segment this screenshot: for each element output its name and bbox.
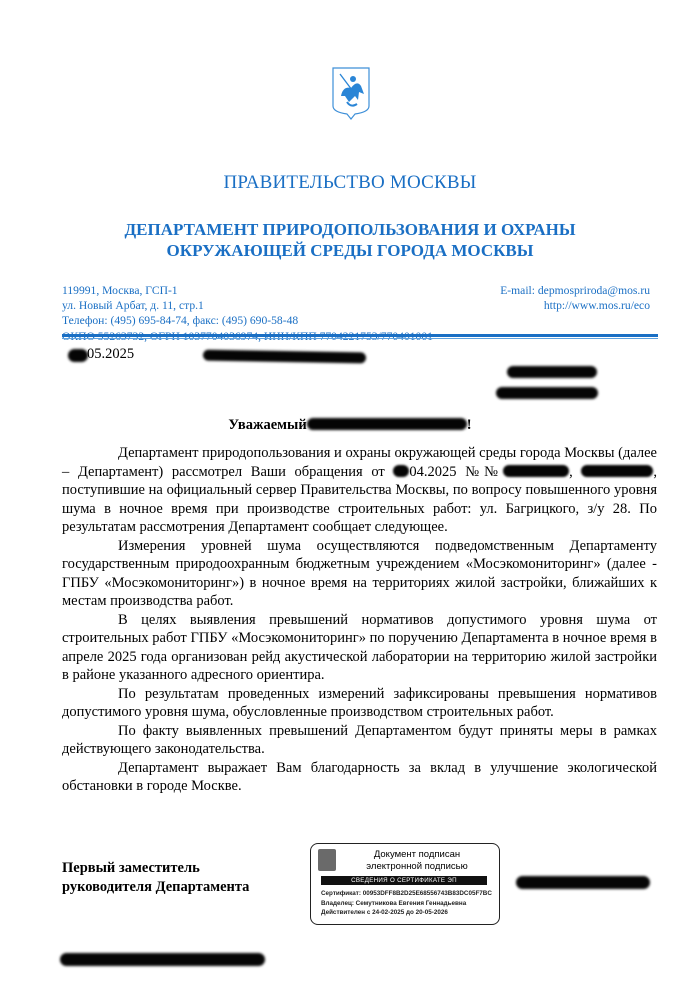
address-line: ул. Новый Арбат, д. 11, стр.1 (62, 299, 204, 313)
contact-block (500, 283, 650, 313)
government-title: ПРАВИТЕЛЬСТВО МОСКВЫ (223, 172, 477, 193)
redacted-executor (60, 953, 265, 966)
signer-position: Первый заместитель руководителя Департамента (62, 860, 250, 895)
greeting (0, 417, 700, 434)
redacted-recipient (307, 418, 467, 430)
address-line: 119991, Москва, ГСП-1 (62, 284, 178, 297)
redacted-recipient-address (496, 387, 598, 399)
greeting-suffix: ! (466, 417, 472, 433)
paragraph-4: По результатам проведенных измерений зафиксированы превышения нормативов допустимого уровня шума, обусловленные производством строительных работ. (62, 685, 657, 720)
paragraph-5: По факту выявленных превышений Департаментом будут приняты меры в рамках действующего законодательства. (62, 722, 657, 757)
moscow-coat-of-arms-icon (331, 66, 371, 120)
paragraph-1: Департамент природопользования и охраны окружающей среды города Москвы (далее – Департамент) рассмотрел Ваши обращения от 04.2025 №№ , , поступившие на официальный сервер Правительства Москвы, по вопросу повышенного уровня шума в ночное время при производстве строительных работ: ул. Багрицкого, з/у 28. По результатам рассмотрения Департамент сообщает следующее. (62, 445, 658, 535)
esig-owner: Владелец: Семутникова Евгения Геннадьевна (321, 899, 467, 907)
letter-date: 05.2025 (87, 346, 135, 362)
redacted-appeal-number (503, 465, 569, 477)
electronic-signature-stamp (310, 843, 500, 925)
header-divider (62, 334, 658, 337)
greeting-prefix: Уважаемый (228, 417, 307, 433)
esig-details (321, 889, 492, 918)
redacted-signer-name (516, 876, 650, 889)
redacted-appeal-number-2 (581, 465, 653, 477)
redacted-recipient-name (507, 366, 597, 378)
redacted-date-day (68, 349, 88, 362)
moscow-crest-icon (318, 849, 336, 871)
esig-certificate: Сертификат: 00953DFF8B2D25E68556743B83DC05F7BC (321, 890, 492, 897)
esig-certificate-header: СВЕДЕНИЯ О СЕРТИФИКАТЕ ЭП (321, 876, 487, 885)
phone-line: Телефон: (495) 695-84-74, факс: (495) 690-58-48 (62, 314, 299, 328)
paragraph-6: Департамент выражает Вам благодарность за вклад в улучшение экологической обстановки в городе Москве. (62, 759, 657, 794)
website-link[interactable]: http://www.mos.ru/eco (543, 299, 650, 313)
redacted-reference-number (203, 350, 366, 364)
letter-body (62, 444, 657, 796)
department-title (0, 219, 700, 261)
esig-validity: Действителен с 24-02-2025 до 20-05-2026 (321, 909, 448, 916)
email-link[interactable]: E-mail: depmospriroda@mos.ru (500, 284, 650, 297)
department-title-line1: ДЕПАРТАМЕНТ ПРИРОДОПОЛЬЗОВАНИЯ И ОХРАНЫ (124, 220, 576, 239)
esig-title: Документ подписан электронной подписью (366, 849, 468, 872)
paragraph-2: Измерения уровней шума осуществляются подведомственным Департаменту государственным природоохранным бюджетным учреждением «Мосэкомониторинг» (далее - ГПБУ «Мосэкомониторинг») в ночное время на территориях жилой застройки, ближайших к местам производства работ. (62, 537, 657, 609)
redacted-day (393, 465, 409, 477)
department-title-line2: ОКРУЖАЮЩЕЙ СРЕДЫ ГОРОДА МОСКВЫ (166, 241, 534, 260)
header-divider-thin (62, 338, 658, 339)
paragraph-3: В целях выявления превышений нормативов допустимого уровня шума от строительных работ ГПБУ «Мосэкомониторинг» по поручению Департамента в ночное время в апреле 2025 года организован рейд акустической лаборатории на территорию жилой застройки в районе указанного адресного ориентира. (62, 611, 657, 683)
